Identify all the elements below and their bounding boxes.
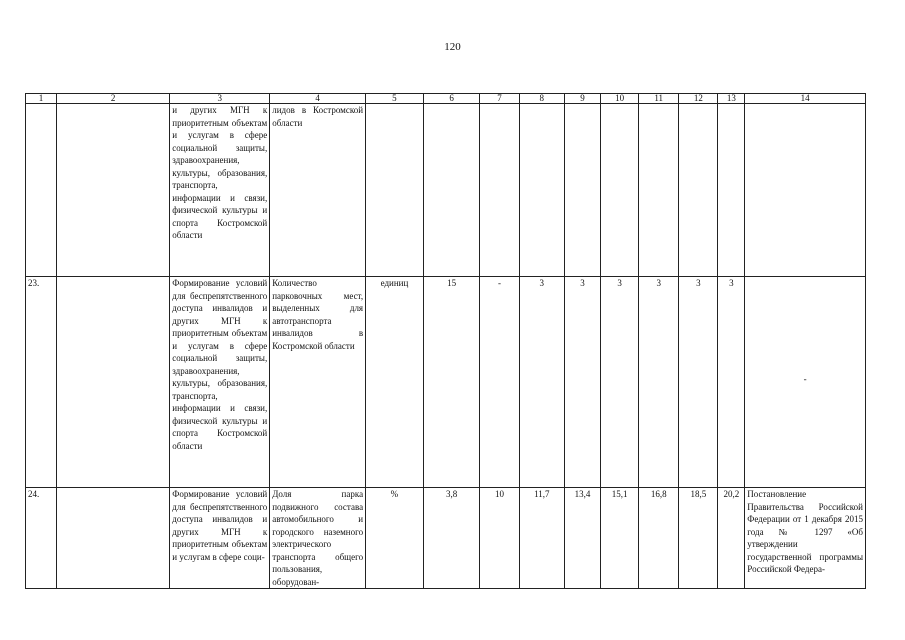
column-header: 7 [480, 94, 519, 104]
table-row [26, 104, 866, 277]
column-header: 6 [423, 94, 480, 104]
source-cell [745, 104, 866, 277]
indicator-cell: Доля парка подвижного состава автомобильного и городского наземного электрического транспорта общего пользования, оборудован- [270, 488, 366, 589]
value-cell: 3 [519, 277, 564, 488]
column-header: 8 [519, 94, 564, 104]
table-row [26, 488, 866, 589]
indicator-table [25, 93, 866, 589]
unit-cell: % [366, 488, 424, 589]
value-cell: 3 [718, 277, 745, 488]
column-header: 1 [26, 94, 57, 104]
value-cell: 3 [601, 277, 639, 488]
column-header: 10 [601, 94, 639, 104]
unit-cell [366, 104, 424, 277]
row-number [26, 104, 57, 277]
page-number: 120 [444, 41, 461, 53]
indicator-cell: лидов в Костромской области [270, 104, 366, 277]
column-header: 3 [170, 94, 270, 104]
value-cell [718, 104, 745, 277]
row-number: 23. [26, 277, 57, 488]
activity-cell: Формирование условий для беспрепятственного доступа инвалидов и других МГН к приоритетным объектам и услугам в сфере соци- [170, 488, 270, 589]
value-cell [639, 104, 679, 277]
column-header: 11 [639, 94, 679, 104]
table-row [26, 277, 866, 488]
column-header: 2 [56, 94, 169, 104]
unit-cell: единиц [366, 277, 424, 488]
activity-cell: Формирование условий для беспрепятственного доступа инвалидов и других МГН к приоритетным объектам и услугам в сфере социальной защиты, здравоохранения, культуры, образования, транспорта, информации и связи, физической культуры и спорта Костромской области [170, 277, 270, 488]
value-cell: 10 [480, 488, 519, 589]
section-cell [56, 104, 169, 277]
column-header: 12 [679, 94, 718, 104]
value-cell: 3 [639, 277, 679, 488]
column-header: 9 [564, 94, 600, 104]
indicator-cell: Количество парковочных мест, выделенных для автотранспорта инвалидов в Костромской области [270, 277, 366, 488]
section-cell [56, 488, 169, 589]
source-dash: - [803, 374, 807, 384]
value-cell [519, 104, 564, 277]
value-cell: 3 [564, 277, 600, 488]
activity-cell: и других МГН к приоритетным объектам и услугам в сфере социальной защиты, здравоохранения, культуры, образования, транспорта, информации и связи, физической культуры и спорта Костромской области [170, 104, 270, 277]
value-cell: - [480, 277, 519, 488]
value-cell [564, 104, 600, 277]
column-header: 5 [366, 94, 424, 104]
value-cell: 11,7 [519, 488, 564, 589]
value-cell: 18,5 [679, 488, 718, 589]
value-cell [679, 104, 718, 277]
value-cell [601, 104, 639, 277]
section-cell [56, 277, 169, 488]
value-cell: 13,4 [564, 488, 600, 589]
table-header-row [26, 94, 866, 104]
source-cell: Постановление Правительства Российской Федерации от 1 декабря 2015 года № 1297 «Об утверждении государственной программы Российской Федера- [745, 488, 866, 589]
row-number: 24. [26, 488, 57, 589]
column-header: 4 [270, 94, 366, 104]
value-cell: 15 [423, 277, 480, 488]
value-cell: 3,8 [423, 488, 480, 589]
value-cell: 15,1 [601, 488, 639, 589]
value-cell [480, 104, 519, 277]
column-header: 14 [745, 94, 866, 104]
value-cell: 16,8 [639, 488, 679, 589]
value-cell [423, 104, 480, 277]
source-cell [745, 277, 866, 488]
value-cell: 3 [679, 277, 718, 488]
column-header: 13 [718, 94, 745, 104]
value-cell: 20,2 [718, 488, 745, 589]
